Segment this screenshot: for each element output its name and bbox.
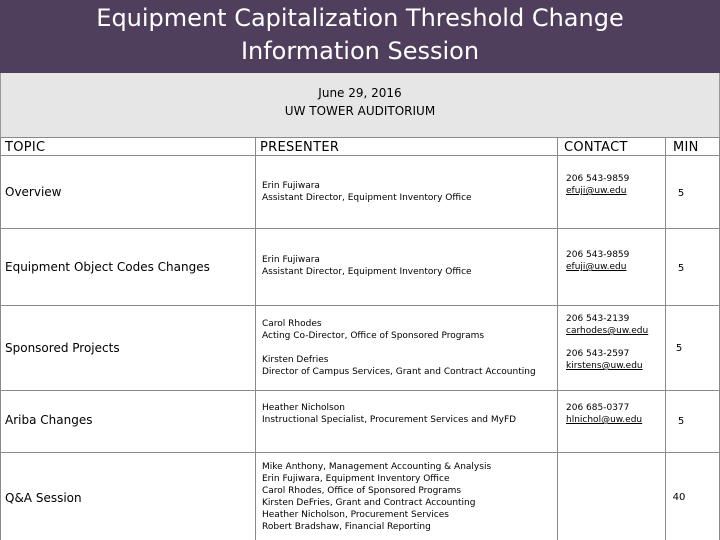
presenter-name: Heather Nicholson — [262, 403, 345, 413]
contact-email-link[interactable]: hlnichol@uw.edu — [566, 415, 643, 425]
minutes-value: 40 — [672, 492, 686, 503]
contact-block — [566, 402, 642, 426]
presenter-role: Instructional Specialist, Procurement Services and MyFD — [262, 415, 517, 425]
contact-email-link[interactable]: carhodes@uw.edu — [566, 326, 649, 336]
presenter-line: Robert Bradshaw, Financial Reporting — [262, 522, 431, 532]
table-top-border — [0, 137, 720, 138]
presenter-name: Kirsten Defries — [262, 355, 329, 365]
minutes-value: 5 — [675, 343, 683, 354]
presenter-name: Erin Fujiwara — [262, 181, 320, 191]
column-header-min: MIN — [673, 140, 699, 155]
topic-overview: Overview — [5, 185, 62, 199]
presenter-name: Carol Rhodes — [262, 319, 322, 329]
presenter-list — [262, 461, 491, 533]
minutes-value: 5 — [677, 263, 685, 274]
presenter-line: Erin Fujiwara, Equipment Inventory Office — [262, 474, 450, 484]
contact-email-link[interactable]: kirstens@uw.edu — [566, 361, 643, 371]
presenter-line: Kirsten DeFries, Grant and Contract Accounting — [262, 498, 476, 508]
row-border — [0, 452, 720, 453]
contact-phone: 206 685-0377 — [566, 403, 630, 413]
presenter-role: Director of Campus Services, Grant and Contract Accounting — [262, 367, 536, 377]
contact-email-link[interactable]: efuji@uw.edu — [566, 262, 627, 272]
contact-block — [566, 313, 648, 337]
minutes-value: 5 — [677, 416, 685, 427]
presenter-block — [262, 402, 516, 426]
column-divider — [255, 137, 256, 540]
column-header-topic: TOPIC — [5, 140, 46, 155]
presenter-line: Heather Nicholson, Procurement Services — [262, 510, 449, 520]
topic-ariba-changes: Ariba Changes — [5, 413, 93, 427]
topic-sponsored-projects: Sponsored Projects — [5, 341, 120, 355]
title-line-1: Equipment Capitalization Threshold Change — [96, 4, 624, 32]
column-header-contact: CONTACT — [564, 140, 628, 155]
contact-block — [566, 173, 629, 197]
contact-block — [566, 249, 629, 273]
presenter-block — [262, 354, 536, 378]
presenter-block — [262, 254, 472, 278]
contact-phone: 206 543-9859 — [566, 174, 630, 184]
contact-phone: 206 543-2139 — [566, 314, 630, 324]
contact-email-link[interactable]: efuji@uw.edu — [566, 186, 627, 196]
presenter-line: Carol Rhodes, Office of Sponsored Programs — [262, 486, 462, 496]
page-title — [0, 2, 720, 68]
table-left-border — [0, 137, 1, 540]
title-line-2: Information Session — [240, 37, 480, 65]
presenter-role: Assistant Director, Equipment Inventory Office — [262, 267, 472, 277]
presenter-role: Assistant Director, Equipment Inventory Office — [262, 193, 472, 203]
contact-phone: 206 543-2597 — [566, 349, 630, 359]
presenter-name: Erin Fujiwara — [262, 255, 320, 265]
row-border — [0, 390, 720, 391]
header-row-border — [0, 155, 720, 156]
row-border — [0, 228, 720, 229]
contact-block — [566, 348, 643, 372]
topic-equipment-object-codes: Equipment Object Codes Changes — [5, 260, 210, 274]
presenter-block — [262, 180, 472, 204]
row-border — [0, 305, 720, 306]
session-venue: UW TOWER AUDITORIUM — [284, 104, 436, 118]
topic-qa-session: Q&A Session — [5, 491, 82, 505]
minutes-value: 5 — [677, 188, 685, 199]
presenter-block — [262, 318, 484, 342]
contact-phone: 206 543-9859 — [566, 250, 630, 260]
session-date: June 29, 2016 — [318, 86, 402, 100]
column-divider — [557, 137, 558, 540]
column-header-presenter: PRESENTER — [260, 140, 340, 155]
presenter-line: Mike Anthony, Management Accounting & Analysis — [262, 462, 492, 472]
presenter-role: Acting Co-Director, Office of Sponsored Programs — [262, 331, 485, 341]
